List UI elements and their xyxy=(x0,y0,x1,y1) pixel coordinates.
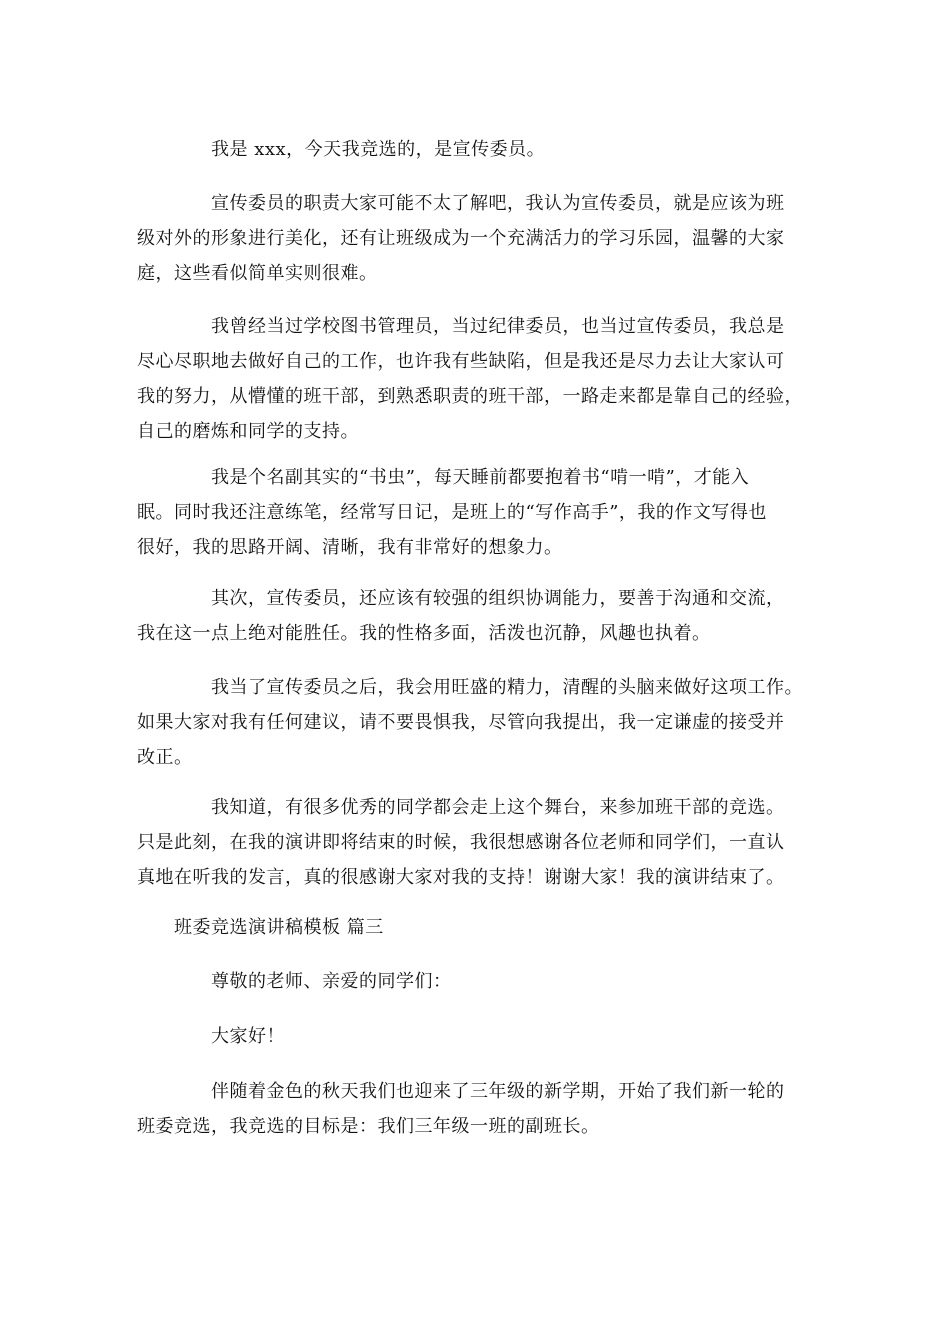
paragraph-closing xyxy=(137,790,822,895)
text-line: 我是 xxx，今天我竞选的，是宣传委员。 xyxy=(211,139,546,160)
text-line: 眠。同时我还注意练笔，经常写日记，是班上的“写作高手”，我的作文写得也 xyxy=(137,502,767,523)
text-line: 真地在听我的发言，真的很感谢大家对我的支持！谢谢大家！我的演讲结束了。 xyxy=(137,867,785,888)
text-line: 很好，我的思路开阔、清晰，我有非常好的想象力。 xyxy=(137,537,563,558)
section-heading: 班委竞选演讲稿模板 篇三 xyxy=(174,917,384,938)
text-line: 我曾经当过学校图书管理员，当过纪律委员，也当过宣传委员，我总是 xyxy=(211,316,785,337)
text-line: 我知道，有很多优秀的同学都会走上这个舞台，来参加班干部的竞选。 xyxy=(211,797,785,818)
text-line: 大家好！ xyxy=(211,1026,285,1047)
text-line: 我的努力，从懵懂的班干部，到熟悉职责的班干部，一路走来都是靠自己的经验， xyxy=(137,386,803,407)
text-line: 我是个名副其实的“书虫”，每天睡前都要抱着书“啃一啃”，才能入 xyxy=(211,467,750,488)
text-line: 尽心尽职地去做好自己的工作，也许我有些缺陷，但是我还是尽力去让大家认可 xyxy=(137,351,785,372)
paragraph-ability xyxy=(137,581,822,651)
text-line: 改正。 xyxy=(137,747,193,768)
text-line: 其次，宣传委员，还应该有较强的组织协调能力，要善于沟通和交流， xyxy=(211,588,785,609)
text-line: 只是此刻，在我的演讲即将结束的时候，我很想感谢各位老师和同学们，一直认 xyxy=(137,832,785,853)
paragraph-greeting xyxy=(137,964,822,999)
text-line: 庭，这些看似简单实则很难。 xyxy=(137,263,378,284)
text-line: 我在这一点上绝对能胜任。我的性格多面，活泼也沉静，风趣也执着。 xyxy=(137,623,711,644)
text-line: 尊敬的老师、亲爱的同学们： xyxy=(211,971,452,992)
text-line: 如果大家对我有任何建议，请不要畏惧我，尽管向我提出，我一定谦虚的接受并 xyxy=(137,712,785,733)
paragraph-duties xyxy=(137,186,822,291)
text-line: 伴随着金色的秋天我们也迎来了三年级的新学期，开始了我们新一轮的 xyxy=(211,1081,785,1102)
paragraph-experience xyxy=(137,309,822,449)
text-line: 宣传委员的职责大家可能不太了解吧，我认为宣传委员，就是应该为班 xyxy=(211,193,785,214)
text-line: 自己的磨炼和同学的支持。 xyxy=(137,421,359,442)
text-line: 级对外的形象进行美化，还有让班级成为一个充满活力的学习乐园，温馨的大家 xyxy=(137,228,785,249)
paragraph-hello xyxy=(137,1019,822,1054)
paragraph-intro xyxy=(137,132,822,167)
paragraph-goal xyxy=(137,1074,822,1144)
paragraph-plan xyxy=(137,670,822,775)
text-line: 我当了宣传委员之后，我会用旺盛的精力，清醒的头脑来做好这项工作。 xyxy=(211,677,803,698)
text-line: 班委竞选，我竞选的目标是：我们三年级一班的副班长。 xyxy=(137,1116,600,1137)
paragraph-bookworm xyxy=(137,460,822,565)
